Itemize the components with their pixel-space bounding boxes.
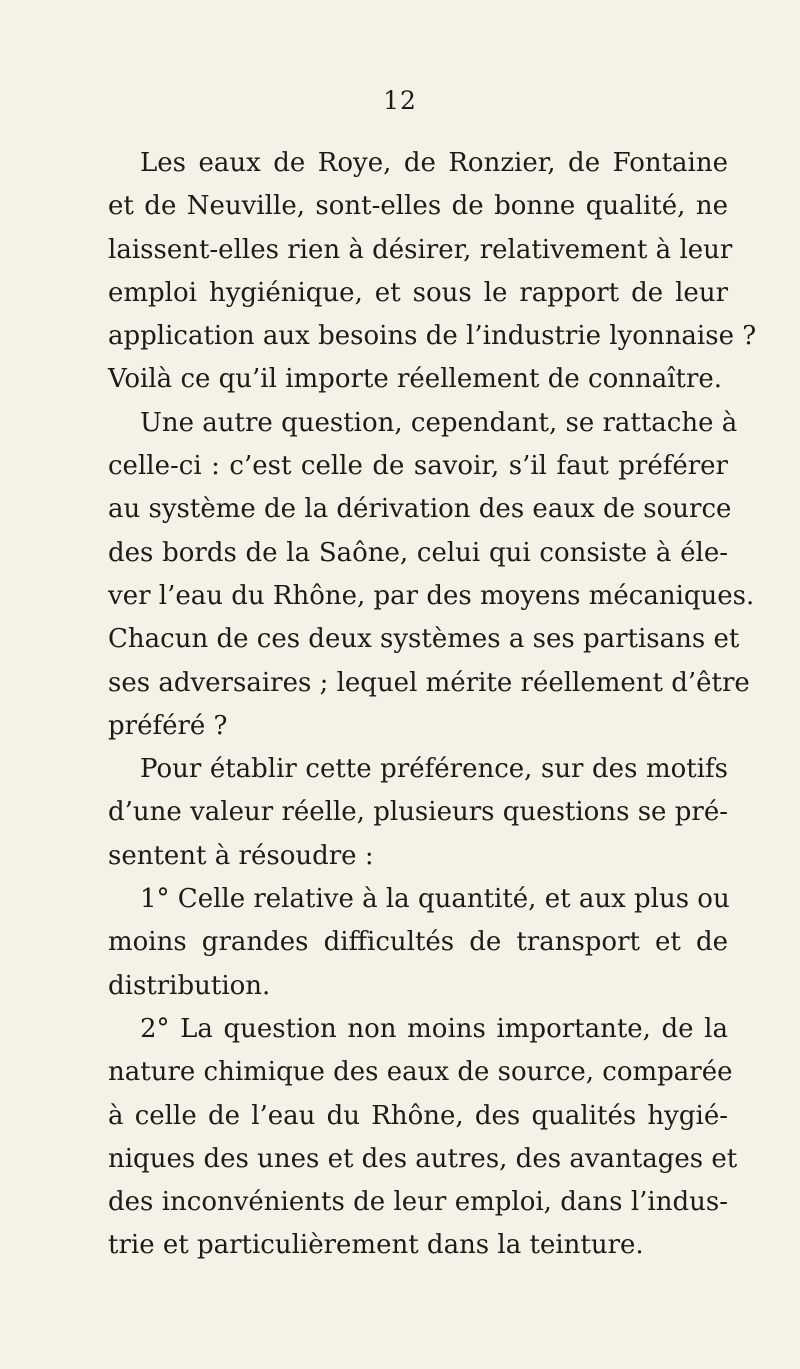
text-line: emploi hygiénique, et sous le rapport de leur xyxy=(108,277,728,308)
text-line: ses adversaires ; lequel mérite réellement d’être xyxy=(108,667,750,698)
text-line: d’une valeur réelle, plusieurs questions se pré- xyxy=(108,797,728,828)
text-line: au système de la dérivation des eaux de source xyxy=(108,494,732,525)
text-line: distribution. xyxy=(108,970,271,1001)
text-line: niques des unes et des autres, des avantages et xyxy=(108,1143,738,1174)
text-line: ver l’eau du Rhône, par des moyens mécaniques. xyxy=(108,580,755,611)
text-line: 2° La question non moins importante, de la xyxy=(140,1013,728,1044)
text-line: et de Neuville, sont-elles de bonne qualité, ne xyxy=(108,191,728,222)
text-line: sentent à résoudre : xyxy=(108,840,374,871)
text-line: celle-ci : c’est celle de savoir, s’il faut préférer xyxy=(108,451,728,482)
text-line: application aux besoins de l’industrie lyonnaise ? xyxy=(108,321,757,352)
text-line: moins grandes difficultés de transport et de xyxy=(108,927,728,958)
text-line: préféré ? xyxy=(108,710,228,741)
text-line: des bords de la Saône, celui qui consiste à éle- xyxy=(108,537,728,568)
text-line: à celle de l’eau du Rhône, des qualités hygié- xyxy=(108,1100,728,1131)
text-line: des inconvénients de leur emploi, dans l’indus- xyxy=(108,1187,728,1218)
text-line: Pour établir cette préférence, sur des motifs xyxy=(140,754,728,785)
text-line: nature chimique des eaux de source, comparée xyxy=(108,1057,733,1088)
text-line: Voilà ce qu’il importe réellement de connaître. xyxy=(108,364,723,395)
text-line: Chacun de ces deux systèmes a ses partisans et xyxy=(108,624,740,655)
text-line: 1° Celle relative à la quantité, et aux plus ou xyxy=(140,884,730,915)
page-number: 12 xyxy=(383,86,417,115)
text-line: laissent-elles rien à désirer, relativement à leur xyxy=(108,234,733,265)
text-line: Une autre question, cependant, se rattache à xyxy=(140,407,738,438)
text-line: trie et particulièrement dans la teinture. xyxy=(108,1230,644,1261)
text-line: Les eaux de Roye, de Ronzier, de Fontaine xyxy=(140,148,728,178)
body-text xyxy=(108,142,757,1268)
